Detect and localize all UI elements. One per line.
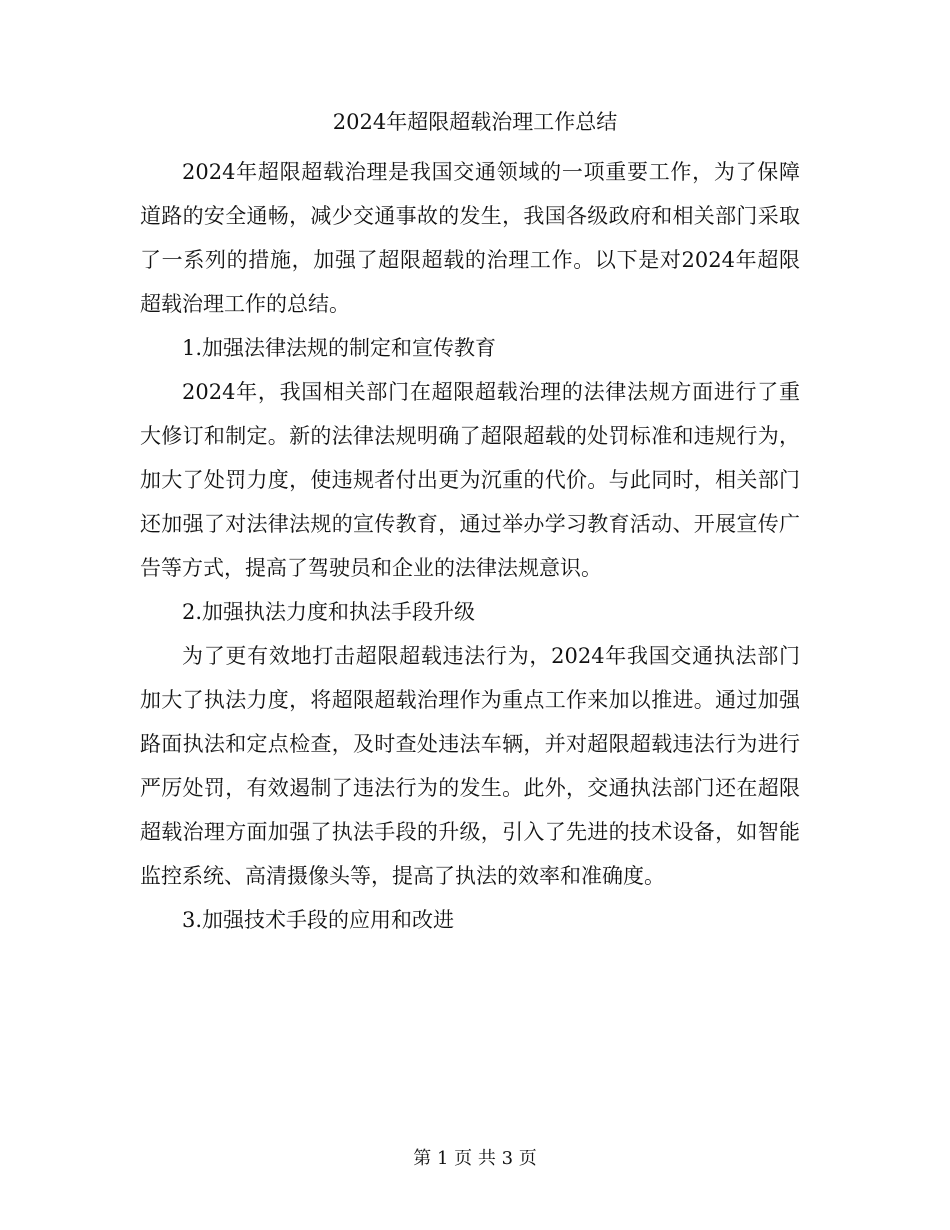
paragraph-section-1: 2024年，我国相关部门在超限超载治理的法律法规方面进行了重大修订和制定。新的法律法规明确了超限超载的处罚标准和违规行为，加大了处罚力度，使违规者付出更为沉重的代价。与此同时，相关部门还加强了对法律法规的宣传教育，通过举办学习教育活动、开展宣传广告等方式，提高了驾驶员和企业的法律法规意识。	[140, 380, 800, 580]
paragraph-section-2: 为了更有效地打击超限超载违法行为，2024年我国交通执法部门加大了执法力度，将超限超载治理作为重点工作来加以推进。通过加强路面执法和定点检查，及时查处违法车辆，并对超限超载违法行为进行严厉处罚，有效遏制了违法行为的发生。此外，交通执法部门还在超限超载治理方面加强了执法手段的升级，引入了先进的技术设备，如智能监控系统、高清摄像头等，提高了执法的效率和准确度。	[140, 644, 800, 888]
document-body	[140, 150, 800, 942]
section-heading-3: 3.加强技术手段的应用和改进	[182, 908, 455, 932]
document-title: 2024年超限超载治理工作总结	[332, 110, 618, 134]
section-heading-2: 2.加强执法力度和执法手段升级	[182, 600, 476, 624]
paragraph-intro: 2024年超限超载治理是我国交通领域的一项重要工作，为了保障道路的安全通畅，减少交通事故的发生，我国各级政府和相关部门采取了一系列的措施，加强了超限超载的治理工作。以下是对2024年超限超载治理工作的总结。	[140, 160, 800, 316]
page-footer: 第 1 页 共 3 页	[413, 1148, 537, 1169]
section-heading-1: 1.加强法律法规的制定和宣传教育	[182, 336, 497, 360]
